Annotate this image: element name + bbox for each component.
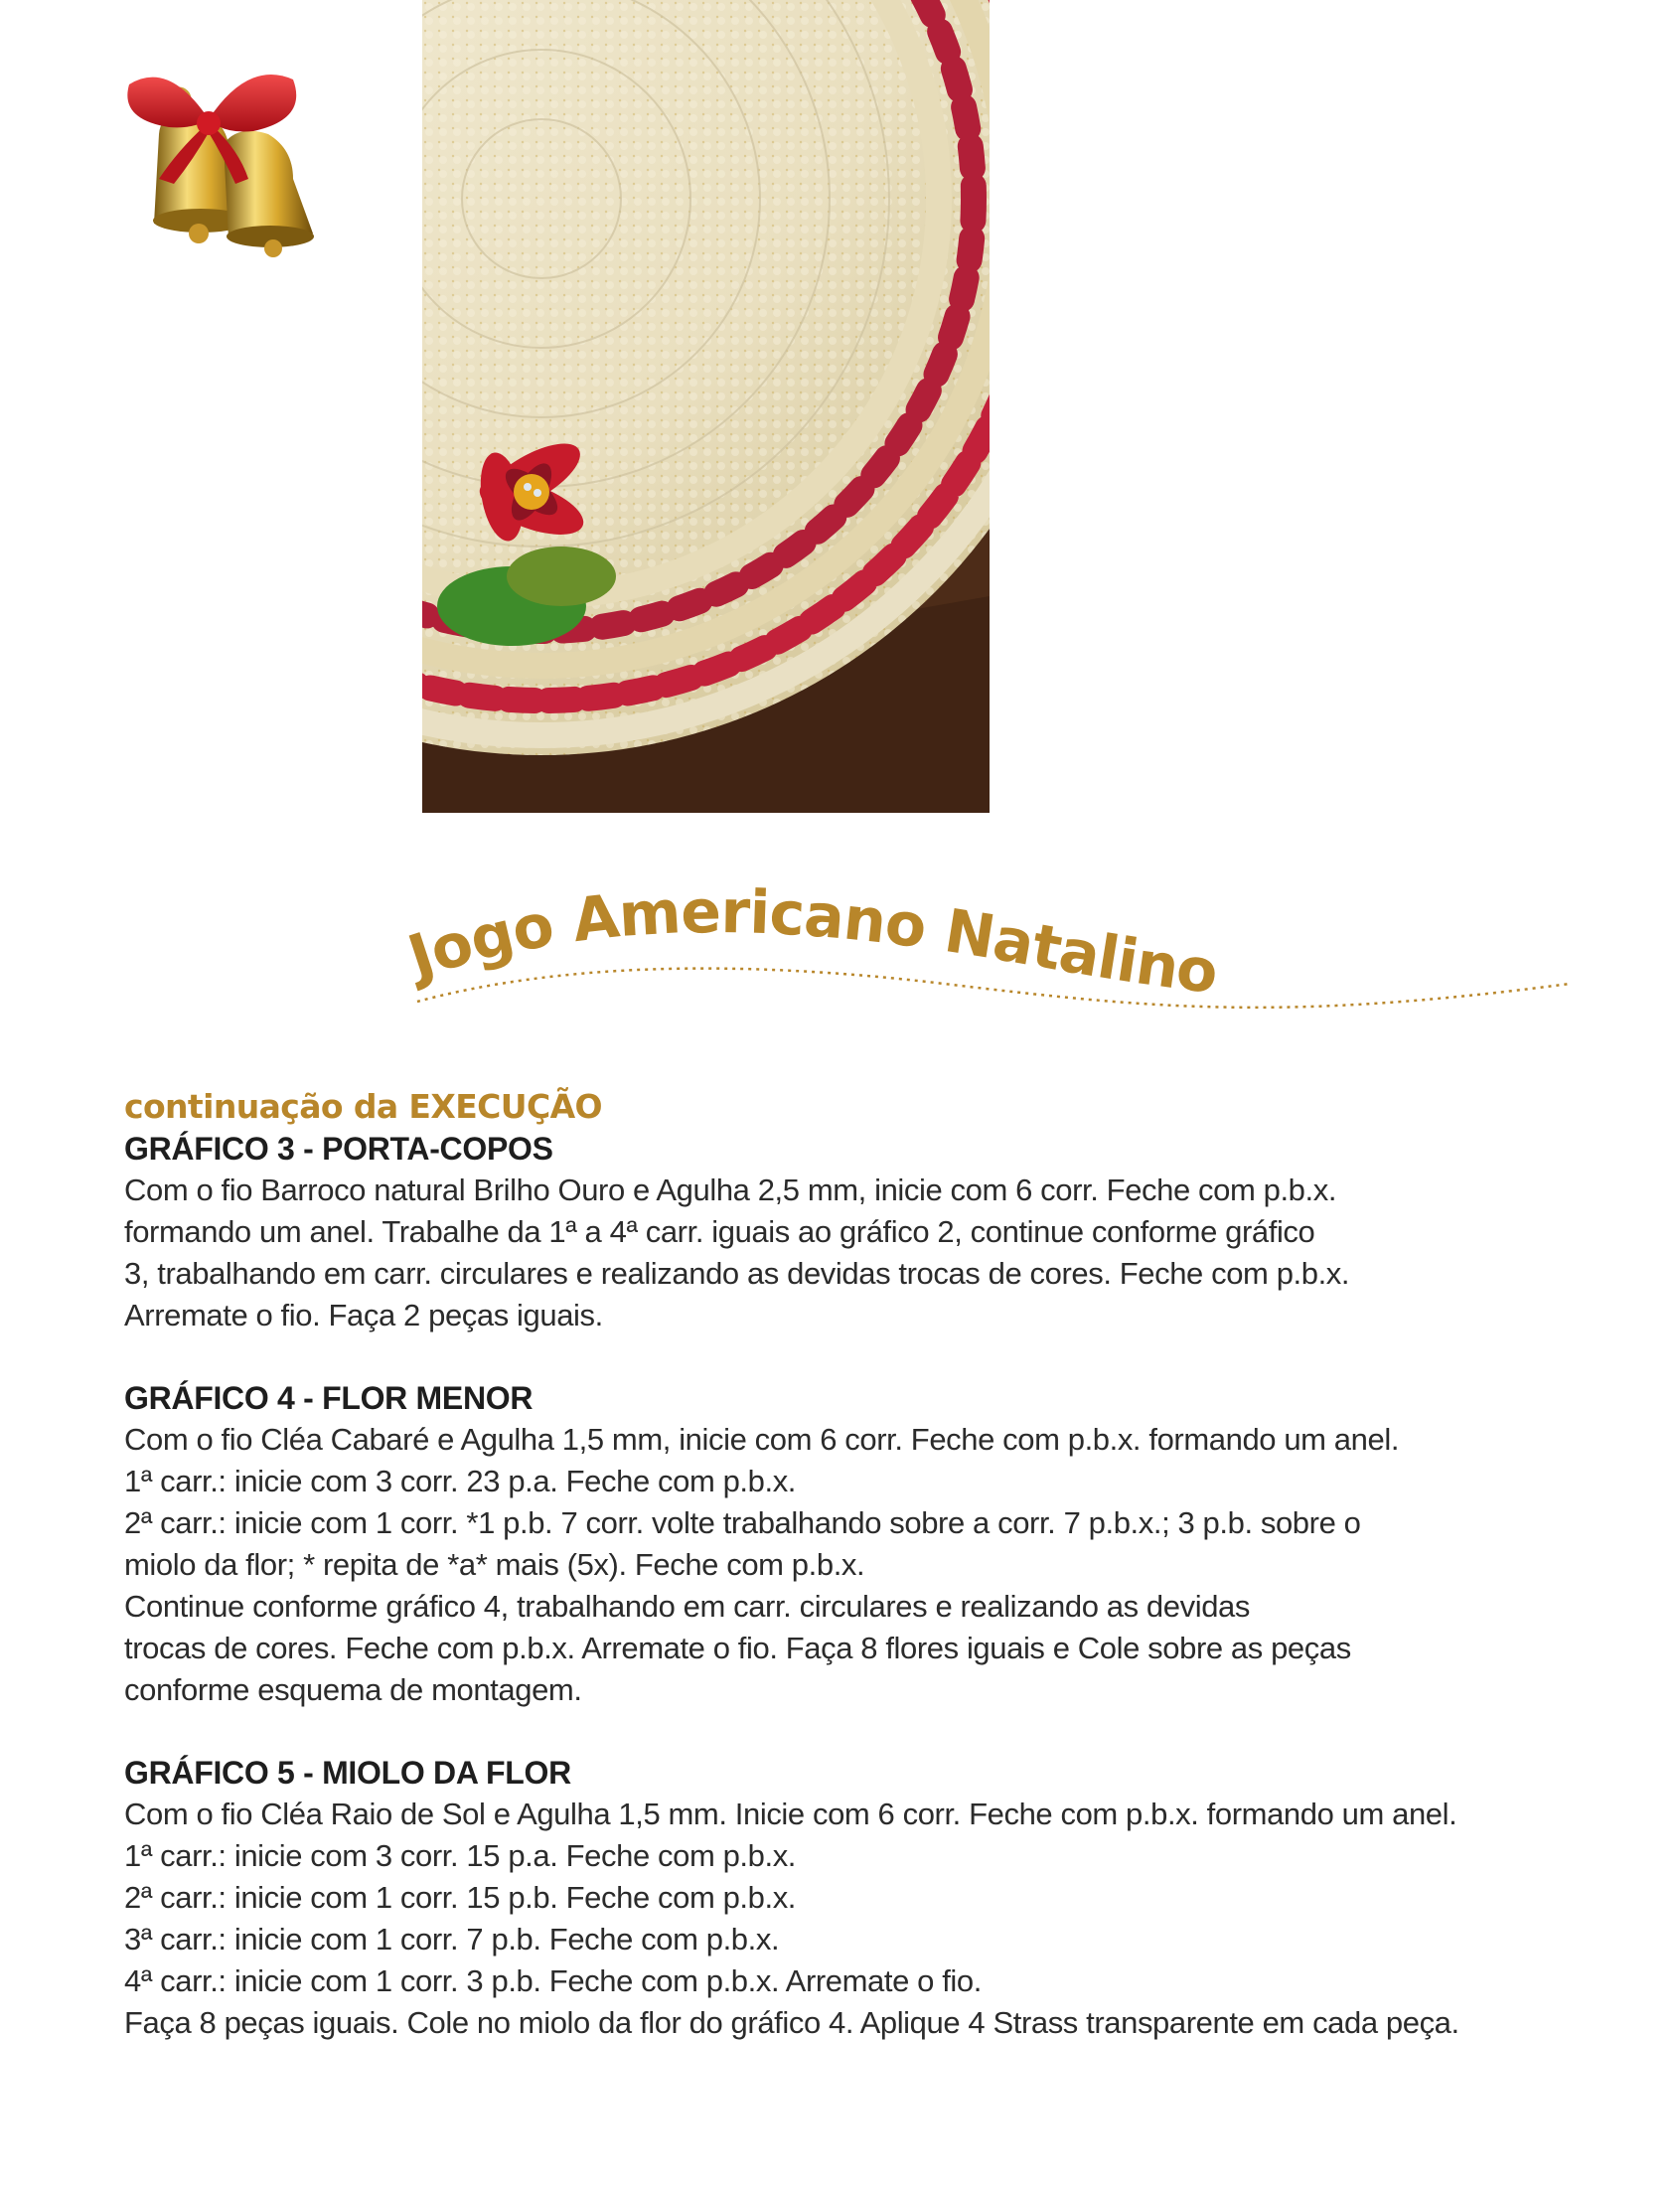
text-line: trocas de cores. Feche com p.b.x. Arremate o fio. Faça 8 flores iguais e Cole sobre as peças: [124, 1631, 1351, 1665]
text-line: 2ª carr.: inicie com 1 corr. 15 p.b. Feche com p.b.x.: [124, 1880, 797, 1915]
section-grafico-4: [124, 1377, 1614, 1711]
section-kicker: continuação da EXECUÇÃO: [124, 1087, 602, 1126]
page-title: [399, 855, 1580, 1033]
text-line: Arremate o fio. Faça 2 peças iguais.: [124, 1298, 603, 1332]
text-line: Com o fio Cléa Raio de Sol e Agulha 1,5 mm. Inicie com 6 corr. Feche com p.b.x. formando um anel.: [124, 1797, 1457, 1831]
text-line: formando um anel. Trabalhe da 1ª a 4ª carr. iguais ao gráfico 2, continue conforme gráfico: [124, 1214, 1315, 1249]
text-line: 4ª carr.: inicie com 1 corr. 3 p.b. Feche com p.b.x. Arremate o fio.: [124, 1963, 982, 1998]
text-line: 1ª carr.: inicie com 3 corr. 23 p.a. Feche com p.b.x.: [124, 1464, 797, 1498]
page-title-text: Jogo Americano Natalino: [399, 876, 1221, 1009]
svg-text:Jogo Americano Natalino: [396, 877, 1221, 1008]
instructions: [124, 1086, 1614, 2044]
text-line: 3, trabalhando em carr. circulares e realizando as devidas trocas de cores. Feche com p.b.x.: [124, 1256, 1350, 1291]
text-line: Faça 8 peças iguais. Cole no miolo da flor do gráfico 4. Aplique 4 Strass transparente em cada peça.: [124, 2005, 1459, 2040]
section-title: GRÁFICO 3 - PORTA-COPOS: [124, 1131, 553, 1167]
text-line: Com o fio Cléa Cabaré e Agulha 1,5 mm, inicie com 6 corr. Feche com p.b.x. formando um anel.: [124, 1422, 1400, 1457]
text-line: conforme esquema de montagem.: [124, 1672, 582, 1707]
section-grafico-3: [124, 1128, 1614, 1336]
text-line: 2ª carr.: inicie com 1 corr. *1 p.b. 7 corr. volte trabalhando sobre a corr. 7 p.b.x.; 3 p.b. sobre o: [124, 1505, 1361, 1540]
section-title: GRÁFICO 4 - FLOR MENOR: [124, 1380, 534, 1416]
christmas-bells-icon: [99, 40, 338, 268]
placemat-photo: [422, 0, 990, 813]
text-line: miolo da flor; * repita de *a* mais (5x). Feche com p.b.x.: [124, 1547, 865, 1582]
text-line: Com o fio Barroco natural Brilho Ouro e Agulha 2,5 mm, inicie com 6 corr. Feche com p.b.x.: [124, 1173, 1337, 1207]
text-line: Continue conforme gráfico 4, trabalhando em carr. circulares e realizando as devidas: [124, 1589, 1250, 1624]
text-line: 1ª carr.: inicie com 3 corr. 15 p.a. Feche com p.b.x.: [124, 1838, 797, 1873]
section-title: GRÁFICO 5 - MIOLO DA FLOR: [124, 1755, 571, 1791]
text-line: 3ª carr.: inicie com 1 corr. 7 p.b. Feche com p.b.x.: [124, 1922, 780, 1956]
section-grafico-5: [124, 1752, 1614, 2044]
